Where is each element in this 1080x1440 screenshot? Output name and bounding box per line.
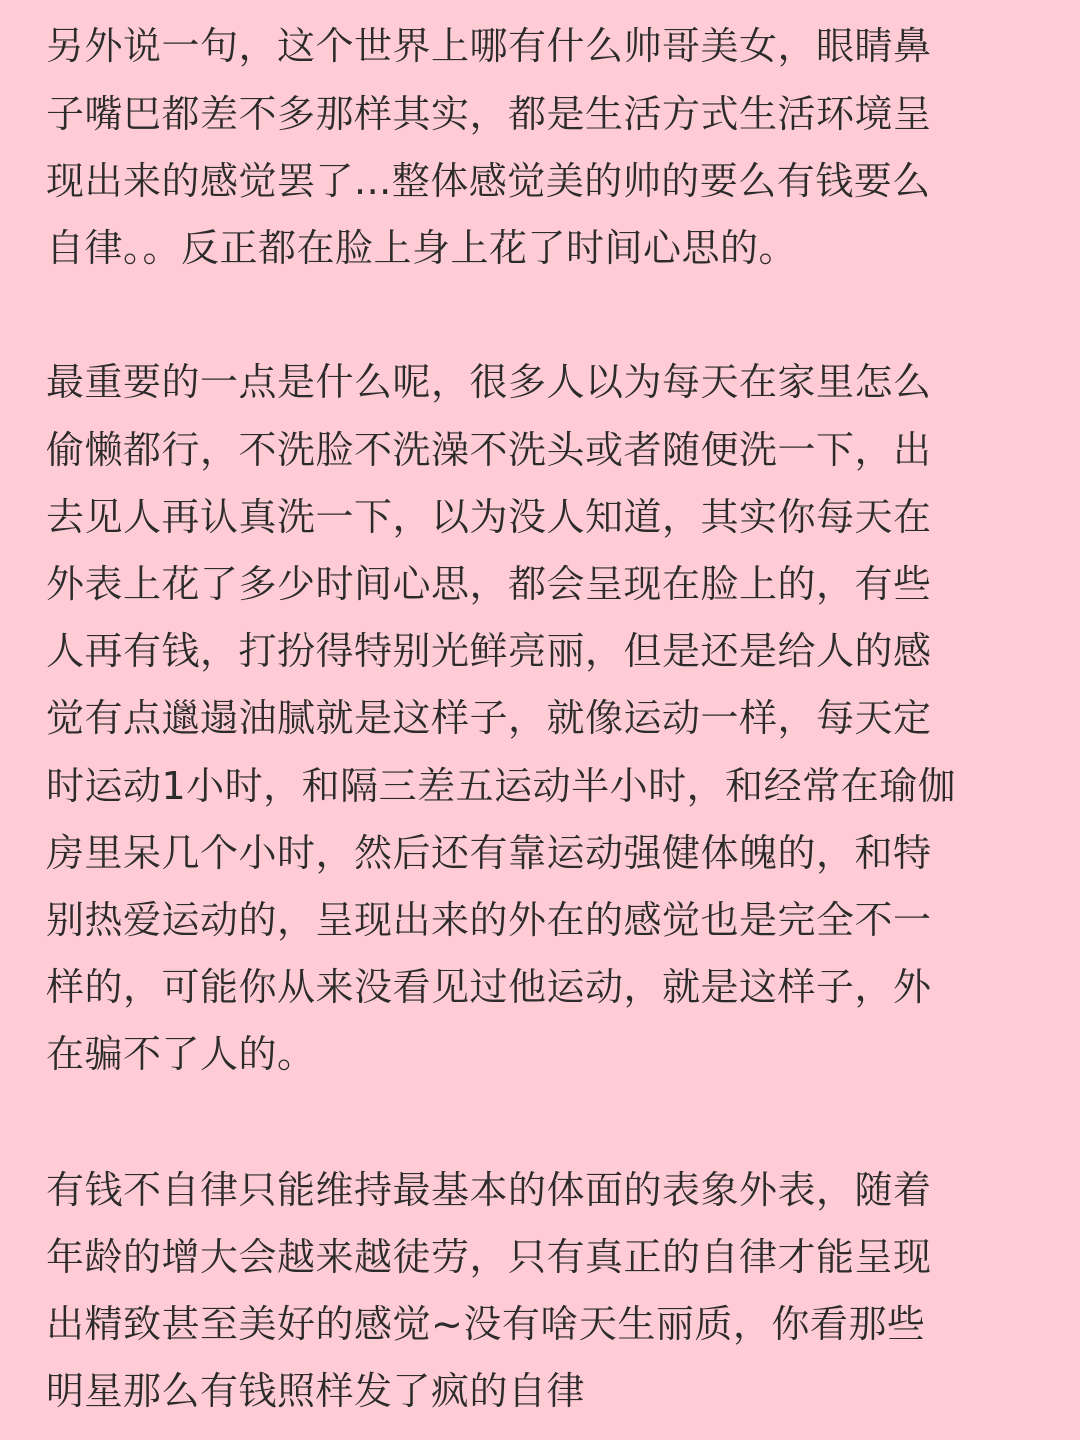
paragraph-1-line-1: 另外说一句，这个世界上哪有什么帅哥美女，眼睛鼻 — [46, 24, 932, 68]
paragraph-2-line-2: 偷懒都行，不洗脸不洗澡不洗头或者随便洗一下，出 — [46, 428, 932, 472]
paragraph-2-line-3: 去见人再认真洗一下，以为没人知道，其实你每天在 — [46, 495, 932, 539]
paragraph-2-line-4: 外表上花了多少时间心思，都会呈现在脸上的，有些 — [46, 562, 932, 606]
paragraph-2-line-6: 觉有点邋遢油腻就是这样子，就像运动一样，每天定 — [46, 696, 932, 740]
paragraph-2-line-1: 最重要的一点是什么呢，很多人以为每天在家里怎么 — [46, 360, 932, 404]
paragraph-3-line-4: 明星那么有钱照样发了疯的自律 — [46, 1369, 586, 1413]
paragraph-3-line-3: 出精致甚至美好的感觉~没有啥天生丽质，你看那些 — [46, 1302, 926, 1346]
paragraph-2-line-9: 别热爱运动的，呈现出来的外在的感觉也是完全不一 — [46, 898, 932, 942]
paragraph-1-line-3: 现出来的感觉罢了...整体感觉美的帅的要么有钱要么 — [46, 159, 931, 203]
paragraph-2-line-5: 人再有钱，打扮得特别光鲜亮丽，但是还是给人的感 — [46, 629, 932, 673]
paragraph-2-line-10: 样的，可能你从来没看见过他运动，就是这样子，外 — [46, 965, 932, 1009]
paragraph-1-line-4: 自律。。反正都在脸上身上花了时间心思的。 — [46, 226, 798, 270]
paragraph-1-line-2: 子嘴巴都差不多那样其实，都是生活方式生活环境呈 — [46, 92, 932, 136]
paragraph-3-line-1: 有钱不自律只能维持最基本的体面的表象外表，随着 — [46, 1168, 932, 1212]
paragraph-3-line-2: 年龄的增大会越来越徒劳，只有真正的自律才能呈现 — [46, 1235, 932, 1279]
paragraph-2-line-7: 时运动1小时，和隔三差五运动半小时，和经常在瑜伽 — [46, 764, 957, 808]
paragraph-2-line-11: 在骗不了人的。 — [46, 1032, 316, 1076]
paragraph-2-line-8: 房里呆几个小时，然后还有靠运动强健体魄的，和特 — [46, 831, 932, 875]
